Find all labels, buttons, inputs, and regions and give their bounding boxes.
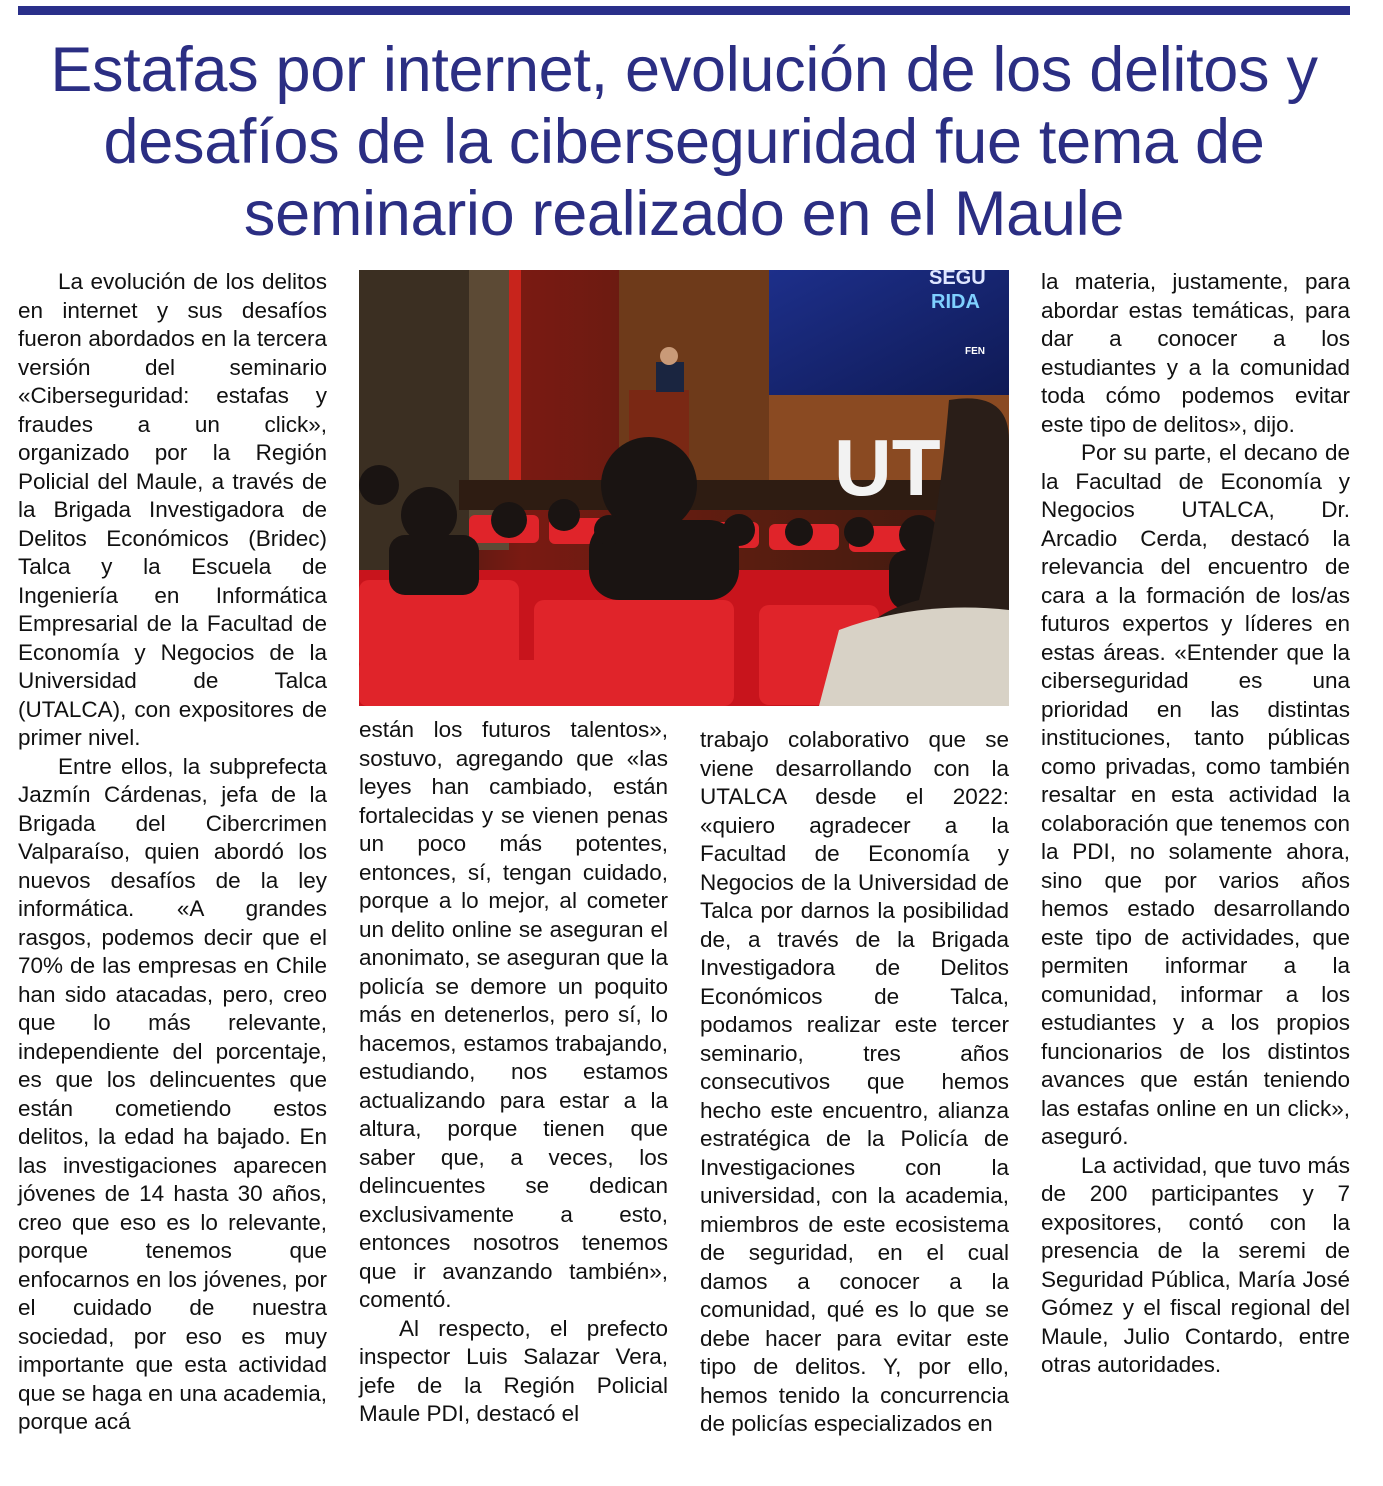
paragraph: están los futuros talentos», sostuvo, agregando que «las leyes han cambiado, están fortalecidas y se vienen penas un poco más potentes, entonces, sí, tengan cuidado, porque a lo mejor, al cometer un delito online se aseguran el anonimato, se aseguran que la policía se demore un poquito más en detenerlos, pero sí, lo hacemos, estamos trabajando, estudiando, nos estamos actualizando para estar a la altura, porque tienen que saber que, a veces, los delincuentes se dedican exclusivamente a esto, entonces nosotros tenemos que ir avanzando también», comentó. [359,717,668,1312]
paragraph: la materia, justamente, para abordar estas temáticas, para dar a conocer a los estudiantes y a la comunidad toda cómo podemos evitar este tipo de delitos», dijo. [1041,269,1350,437]
column-2 [359,716,668,1429]
paragraph: Por su parte, el decano de la Facultad de Economía y Negocios UTALCA, Dr. Arcadio Cerda, destacó la relevancia del encuentro de cara a la formación de los/as futuros expertos y líderes en estas áreas. «Entender que la ciberseguridad es una prioridad en las distintas instituciones, tanto públicas como privadas, como también resaltar en esta actividad la colaboración que tenemos con la PDI, no solamente ahora, sino que por varios años hemos estado desarrollando este tipo de actividades, que permiten informar a la comunidad, informar a los estudiantes y a los propios funcionarios de los distintos avances que están teniendo las estafas online en un click», aseguró. [1041,440,1350,1149]
headline: Estafas por internet, evolución de los delitos y desafíos de la ciberseguridad fue tema de seminario realizado en el Maule [50,35,1318,249]
column-3 [700,726,1009,1439]
paragraph: La actividad, que tuvo más de 200 participantes y 7 expositores, contó con la presencia de la seremi de Seguridad Pública, María José Gómez y el fiscal regional del Maule, Julio Contardo, entre otras autoridades. [1041,1152,1350,1377]
screen-text: RIDA [931,291,980,313]
paragraph: trabajo colaborativo que se viene desarrollando con la UTALCA desde el 2022: «quiero agradecer a la Facultad de Economía y Negocios de la Universidad de Talca por darnos la posibilidad de, a través de la Brigada Investigadora de Delitos Económicos de Talca, podamos realizar este tercer seminario, tres años consecutivos que hemos hecho este encuentro, alianza estratégica de la Policía de Investigaciones con la universidad, con la academia, miembros de este ecosistema de seguridad, en el cual damos a conocer a la comunidad, qué es lo que se debe hacer para evitar este tipo de delitos. Y, por ello, hemos tenido la concurrencia de policías especializados en [700,727,1009,1436]
paragraph: Entre ellos, la subprefecta Jazmín Cárdenas, jefa de la Brigada del Cibercrimen Valparaíso, quien abordó los nuevos desafíos de la ley informática. «A grandes rasgos, podemos decir que el 70% de las empresas en Chile han sido atacadas, pero, creo que lo más relevante, independiente del porcentaje, es que los delincuentes que están cometiendo estos delitos, la edad ha bajado. En las investigaciones aparecen jóvenes de 14 hasta 30 años, creo que eso es lo relevante, porque tenemos que enfocarnos en los jóvenes, por el cuidado de nuestra sociedad, por eso es muy importante que esta actividad que se haga en una academia, porque acá [18,753,327,1434]
screen-logo: FEN [965,346,985,357]
screen-text: SEGU [929,270,986,289]
paragraph: La evolución de los delitos en internet y sus desafíos fueron abordados en la tercera versión del seminario «Ciberseguridad: estafas y fraudes a un click», organizado por la Región Policial del Maule, a través de la Brigada Investigadora de Delitos Económicos (Bridec) Talca y la Escuela de Ingeniería en Informática Empresarial de la Facultad de Economía y Negocios de la Universidad de Talca (UTALCA), con expositores de primer nivel. [18,269,327,750]
top-rule [18,6,1350,15]
column-1 [18,268,327,1437]
column-4 [1041,268,1350,1380]
paragraph: Al respecto, el prefecto inspector Luis Salazar Vera, jefe de la Región Policial Maule PDI, destacó el [359,1315,668,1426]
seminar-photo [359,270,1009,706]
stage-letters: UT [834,423,941,512]
